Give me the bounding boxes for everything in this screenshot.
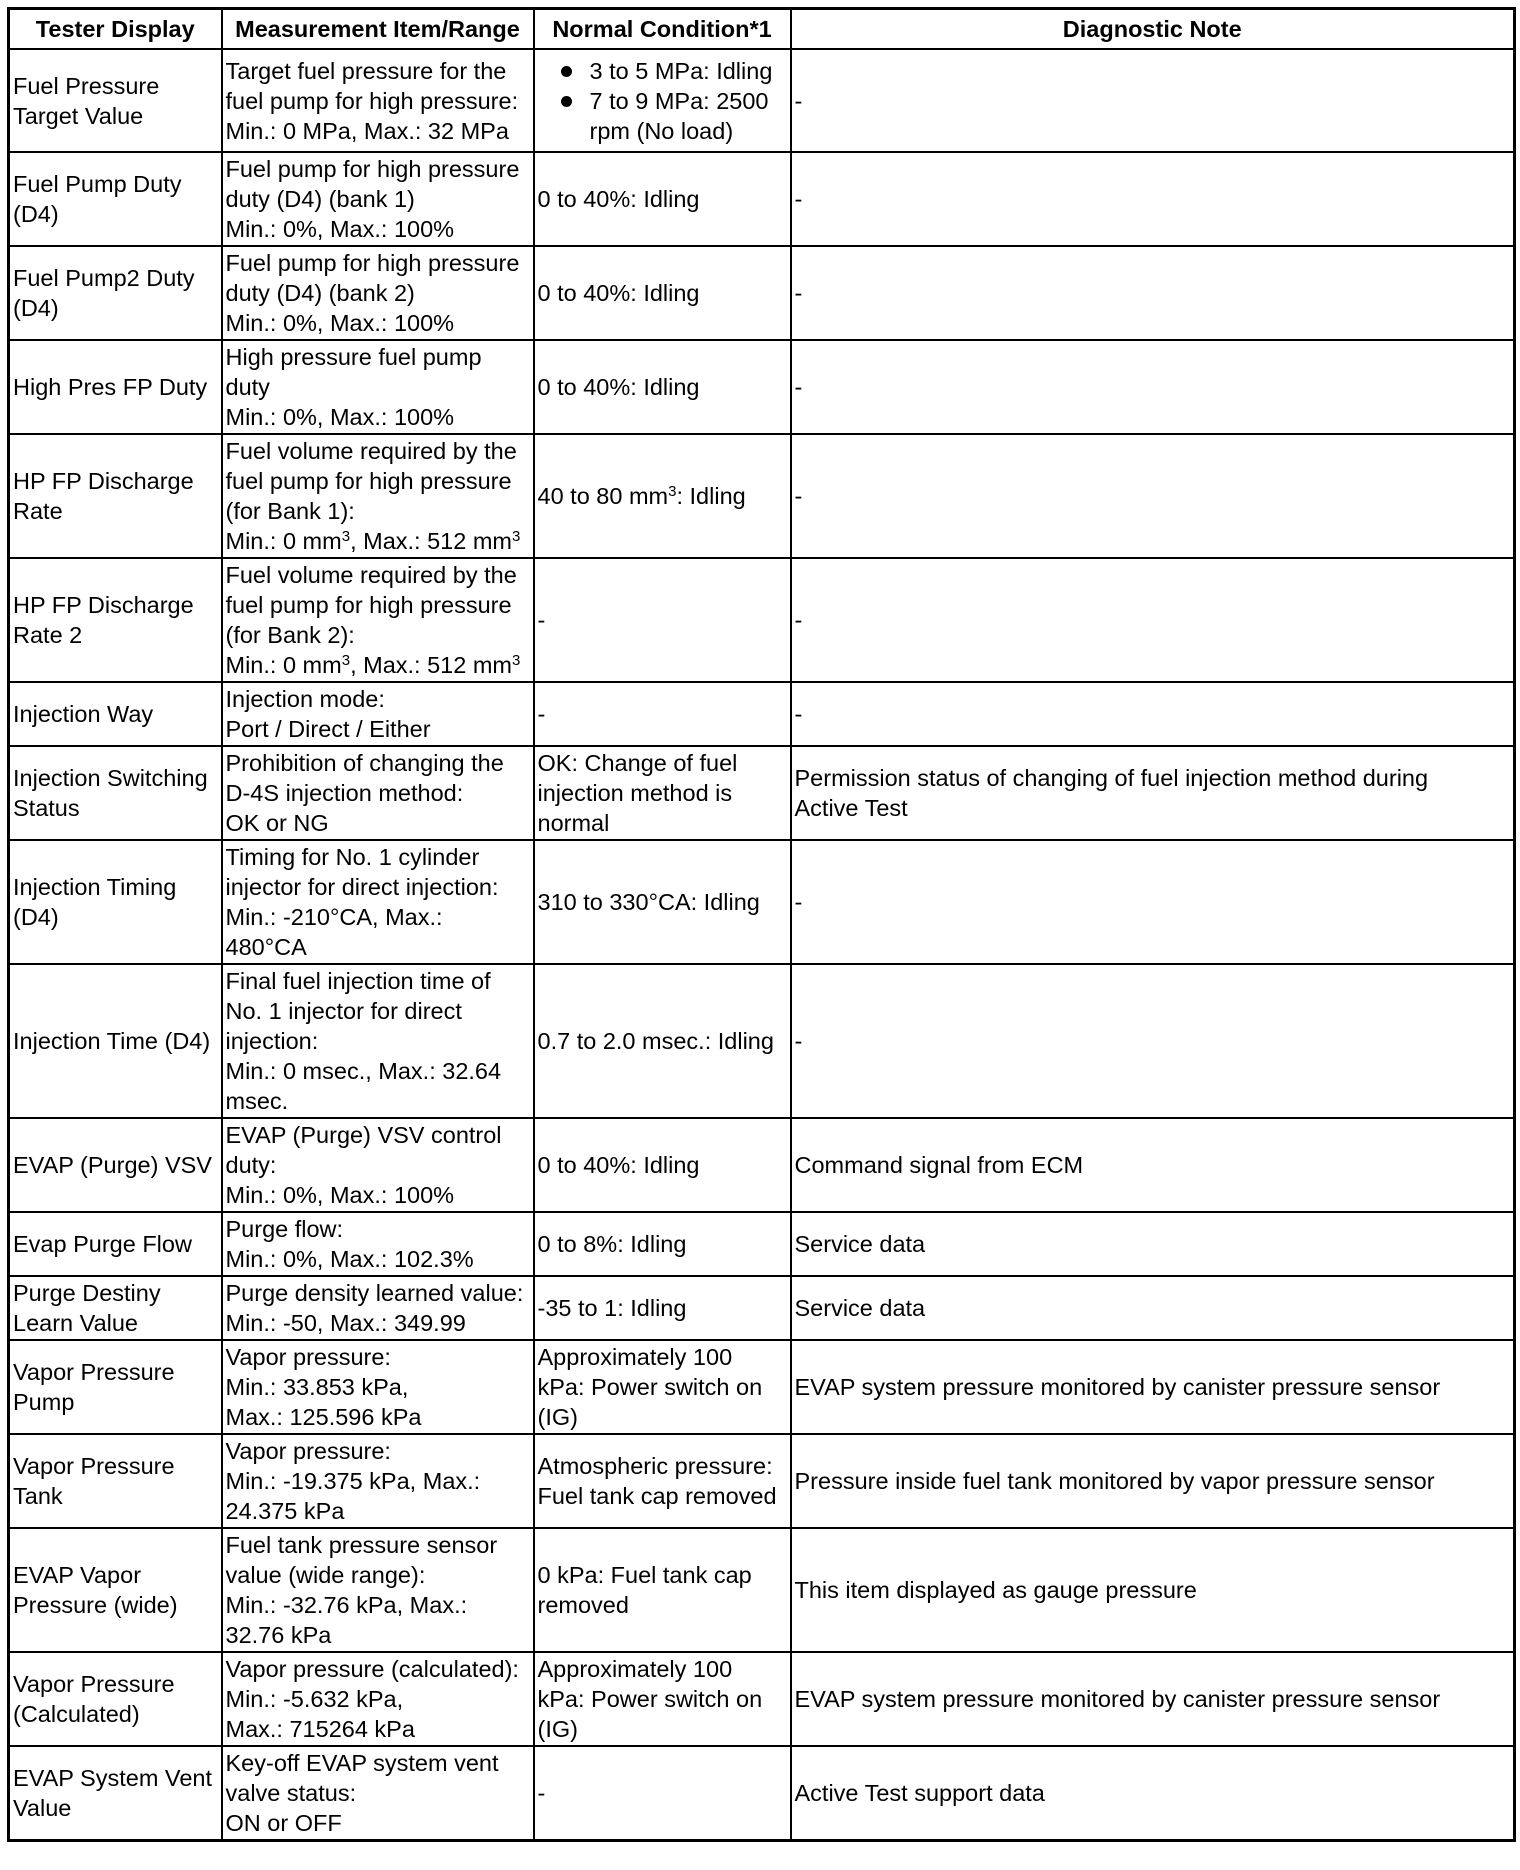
table-row bbox=[9, 840, 1515, 964]
header-measurement-item: Measurement Item/Range bbox=[222, 9, 534, 50]
table-row bbox=[9, 964, 1515, 1118]
table-row bbox=[9, 746, 1515, 840]
normal-condition-cell: Approximately 100 kPa: Power switch on (IG) bbox=[534, 1652, 791, 1746]
condition-text: 7 to 9 MPa: 2500 rpm (No load) bbox=[589, 87, 769, 144]
range-text: , Max.: 512 mm bbox=[350, 528, 512, 554]
condition-text: 3 to 5 MPa: Idling bbox=[589, 57, 773, 84]
normal-condition-cell: - bbox=[534, 558, 791, 682]
table-row bbox=[9, 1212, 1515, 1276]
measurement-line: Min.: 33.853 kPa, bbox=[225, 1374, 409, 1400]
condition-list bbox=[538, 56, 786, 146]
table-row bbox=[9, 1276, 1515, 1340]
measurement-line: Target fuel pressure for the fuel pump for high pressure: bbox=[225, 57, 519, 114]
measurement-line: Min.: 0%, Max.: 100% bbox=[225, 216, 455, 242]
diagnostic-note-cell: Service data bbox=[791, 1276, 1515, 1340]
diagnostic-note-cell: Permission status of changing of fuel injection method during Active Test bbox=[791, 746, 1515, 840]
normal-condition-cell: 0 to 40%: Idling bbox=[534, 340, 791, 434]
table-row bbox=[9, 1528, 1515, 1652]
measurement-line: Vapor pressure (calculated): bbox=[225, 1656, 519, 1682]
measurement-line: Vapor pressure: bbox=[225, 1438, 391, 1464]
diagnostic-note-cell: - bbox=[791, 49, 1515, 152]
diagnostic-note-cell: Active Test support data bbox=[791, 1746, 1515, 1841]
measurement-cell bbox=[222, 964, 534, 1118]
diagnostic-note-cell: EVAP system pressure monitored by canister pressure sensor bbox=[791, 1652, 1515, 1746]
data-list-table bbox=[7, 7, 1516, 1842]
table-row bbox=[9, 152, 1515, 246]
list-item bbox=[538, 86, 786, 146]
diagnostic-note-cell: - bbox=[791, 152, 1515, 246]
diagnostic-note-cell: Command signal from ECM bbox=[791, 1118, 1515, 1212]
normal-condition-cell: 0.7 to 2.0 msec.: Idling bbox=[534, 964, 791, 1118]
measurement-cell bbox=[222, 746, 534, 840]
diagnostic-note-cell: - bbox=[791, 340, 1515, 434]
table-row bbox=[9, 434, 1515, 558]
measurement-line bbox=[226, 526, 529, 556]
measurement-cell bbox=[222, 1118, 534, 1212]
measurement-line: OK or NG bbox=[225, 810, 329, 836]
table-row bbox=[9, 558, 1515, 682]
superscript: 3 bbox=[512, 652, 521, 669]
tester-display-cell: Vapor Pressure (Calculated) bbox=[9, 1652, 222, 1746]
diagnostic-note-cell: - bbox=[791, 558, 1515, 682]
tester-display-cell: Injection Switching Status bbox=[9, 746, 222, 840]
normal-condition-cell: - bbox=[534, 1746, 791, 1841]
table-row bbox=[9, 1340, 1515, 1434]
measurement-cell bbox=[222, 434, 534, 558]
table-row bbox=[9, 340, 1515, 434]
measurement-line: Key-off EVAP system vent valve status: bbox=[225, 1750, 499, 1806]
measurement-line: Min.: 0%, Max.: 100% bbox=[225, 310, 455, 336]
tester-display-cell: Vapor Pressure Pump bbox=[9, 1340, 222, 1434]
tester-display-cell: Injection Way bbox=[9, 682, 222, 746]
diagnostic-note-cell: - bbox=[791, 434, 1515, 558]
measurement-line: Min.: -50, Max.: 349.99 bbox=[225, 1310, 466, 1336]
spec-table-container bbox=[7, 7, 1516, 1842]
header-diagnostic-note: Diagnostic Note bbox=[791, 9, 1515, 50]
measurement-line: Injection mode: bbox=[225, 686, 385, 712]
tester-display-cell: HP FP Discharge Rate 2 bbox=[9, 558, 222, 682]
table-row bbox=[9, 682, 1515, 746]
measurement-cell bbox=[222, 49, 534, 152]
measurement-cell bbox=[222, 246, 534, 340]
list-item bbox=[538, 56, 786, 86]
measurement-cell bbox=[222, 840, 534, 964]
measurement-cell bbox=[222, 1746, 534, 1841]
table-row bbox=[9, 1118, 1515, 1212]
measurement-line: Min.: -19.375 kPa, Max.: 24.375 kPa bbox=[225, 1468, 481, 1524]
diagnostic-note-cell: Service data bbox=[791, 1212, 1515, 1276]
range-text: Min.: 0 mm bbox=[225, 652, 342, 678]
measurement-line: Fuel volume required by the fuel pump for high pressure (for Bank 2): bbox=[225, 562, 517, 648]
normal-condition-cell: Approximately 100 kPa: Power switch on (IG) bbox=[534, 1340, 791, 1434]
normal-condition-cell: 0 to 8%: Idling bbox=[534, 1212, 791, 1276]
range-text: Min.: 0 mm bbox=[225, 528, 342, 554]
measurement-line: ON or OFF bbox=[225, 1810, 342, 1836]
normal-condition-cell: 0 to 40%: Idling bbox=[534, 1118, 791, 1212]
diagnostic-note-cell: - bbox=[791, 246, 1515, 340]
normal-condition-cell: 0 kPa: Fuel tank cap removed bbox=[534, 1528, 791, 1652]
measurement-line: EVAP (Purge) VSV control duty: bbox=[225, 1122, 502, 1178]
normal-condition-cell bbox=[534, 434, 791, 558]
measurement-line: Min.: 0 MPa, Max.: 32 MPa bbox=[225, 117, 509, 144]
diagnostic-note-cell: - bbox=[791, 840, 1515, 964]
measurement-line: Port / Direct / Either bbox=[225, 716, 431, 742]
normal-condition-cell: Atmospheric pressure: Fuel tank cap removed bbox=[534, 1434, 791, 1528]
tester-display-cell: HP FP Discharge Rate bbox=[9, 434, 222, 558]
normal-condition-cell bbox=[534, 49, 791, 152]
tester-display-cell: Fuel Pressure Target Value bbox=[9, 49, 222, 152]
measurement-line: Timing for No. 1 cylinder injector for direct injection: bbox=[225, 844, 499, 900]
measurement-line bbox=[226, 650, 529, 680]
table-row bbox=[9, 49, 1515, 152]
measurement-cell bbox=[222, 340, 534, 434]
measurement-cell bbox=[222, 1276, 534, 1340]
range-text: , Max.: 512 mm bbox=[350, 652, 512, 678]
normal-condition-cell: 0 to 40%: Idling bbox=[534, 152, 791, 246]
measurement-line: Min.: -32.76 kPa, Max.: 32.76 kPa bbox=[225, 1592, 468, 1648]
normal-condition-cell: 310 to 330°CA: Idling bbox=[534, 840, 791, 964]
superscript: 3 bbox=[341, 652, 351, 669]
normal-condition-cell: -35 to 1: Idling bbox=[534, 1276, 791, 1340]
measurement-line: Final fuel injection time of No. 1 injector for direct injection: bbox=[225, 968, 491, 1054]
superscript: 3 bbox=[341, 528, 351, 545]
measurement-line: Fuel pump for high pressure duty (D4) (bank 2) bbox=[225, 250, 520, 306]
superscript: 3 bbox=[668, 483, 677, 500]
header-row bbox=[9, 9, 1515, 50]
superscript: 3 bbox=[512, 528, 521, 545]
measurement-line: Min.: 0 msec., Max.: 32.64 msec. bbox=[225, 1058, 502, 1114]
normal-condition-cell: OK: Change of fuel injection method is normal bbox=[534, 746, 791, 840]
measurement-line: Vapor pressure: bbox=[225, 1344, 391, 1370]
measurement-cell bbox=[222, 1340, 534, 1434]
condition-text: : Idling bbox=[676, 483, 746, 509]
tester-display-cell: Injection Time (D4) bbox=[9, 964, 222, 1118]
tester-display-cell: EVAP Vapor Pressure (wide) bbox=[9, 1528, 222, 1652]
normal-condition-cell: 0 to 40%: Idling bbox=[534, 246, 791, 340]
measurement-line: Purge density learned value: bbox=[225, 1280, 524, 1306]
tester-display-cell: High Pres FP Duty bbox=[9, 340, 222, 434]
tester-display-cell: Purge Destiny Learn Value bbox=[9, 1276, 222, 1340]
header-tester-display: Tester Display bbox=[9, 9, 222, 50]
condition-text: 40 to 80 mm bbox=[537, 483, 669, 509]
measurement-cell bbox=[222, 1528, 534, 1652]
measurement-cell bbox=[222, 1212, 534, 1276]
measurement-line: Max.: 715264 kPa bbox=[225, 1716, 415, 1742]
diagnostic-note-cell: Pressure inside fuel tank monitored by vapor pressure sensor bbox=[791, 1434, 1515, 1528]
measurement-line: Prohibition of changing the D-4S injection method: bbox=[225, 750, 504, 806]
tester-display-cell: Injection Timing (D4) bbox=[9, 840, 222, 964]
measurement-cell bbox=[222, 1434, 534, 1528]
measurement-line: Min.: 0%, Max.: 100% bbox=[225, 404, 455, 430]
tester-display-cell: EVAP System Vent Value bbox=[9, 1746, 222, 1841]
table-row bbox=[9, 1434, 1515, 1528]
diagnostic-note-cell: - bbox=[791, 682, 1515, 746]
measurement-line: Fuel tank pressure sensor value (wide range): bbox=[225, 1532, 498, 1588]
measurement-line: Min.: 0%, Max.: 100% bbox=[225, 1182, 455, 1208]
measurement-cell bbox=[222, 1652, 534, 1746]
measurement-line: Min.: -210°CA, Max.: 480°CA bbox=[225, 904, 443, 960]
bullet-icon bbox=[561, 96, 572, 107]
tester-display-cell: Fuel Pump Duty (D4) bbox=[9, 152, 222, 246]
measurement-cell bbox=[222, 682, 534, 746]
tester-display-cell: Vapor Pressure Tank bbox=[9, 1434, 222, 1528]
bullet-icon bbox=[561, 66, 572, 77]
measurement-line: Min.: -5.632 kPa, bbox=[225, 1686, 404, 1712]
header-normal-condition: Normal Condition*1 bbox=[534, 9, 791, 50]
table-row bbox=[9, 1746, 1515, 1841]
diagnostic-note-cell: This item displayed as gauge pressure bbox=[791, 1528, 1515, 1652]
tester-display-cell: EVAP (Purge) VSV bbox=[9, 1118, 222, 1212]
table-row bbox=[9, 1652, 1515, 1746]
tester-display-cell: Fuel Pump2 Duty (D4) bbox=[9, 246, 222, 340]
table-row bbox=[9, 246, 1515, 340]
normal-condition-cell: - bbox=[534, 682, 791, 746]
measurement-line: Min.: 0%, Max.: 102.3% bbox=[225, 1246, 474, 1272]
measurement-line: Fuel volume required by the fuel pump for high pressure (for Bank 1): bbox=[225, 438, 517, 524]
diagnostic-note-cell: EVAP system pressure monitored by canister pressure sensor bbox=[791, 1340, 1515, 1434]
tester-display-cell: Evap Purge Flow bbox=[9, 1212, 222, 1276]
measurement-line: Fuel pump for high pressure duty (D4) (bank 1) bbox=[225, 156, 520, 212]
measurement-cell bbox=[222, 558, 534, 682]
measurement-line: Max.: 125.596 kPa bbox=[225, 1404, 422, 1430]
measurement-line: Purge flow: bbox=[225, 1216, 344, 1242]
measurement-line: High pressure fuel pump duty bbox=[225, 344, 482, 400]
diagnostic-note-cell: - bbox=[791, 964, 1515, 1118]
measurement-cell bbox=[222, 152, 534, 246]
